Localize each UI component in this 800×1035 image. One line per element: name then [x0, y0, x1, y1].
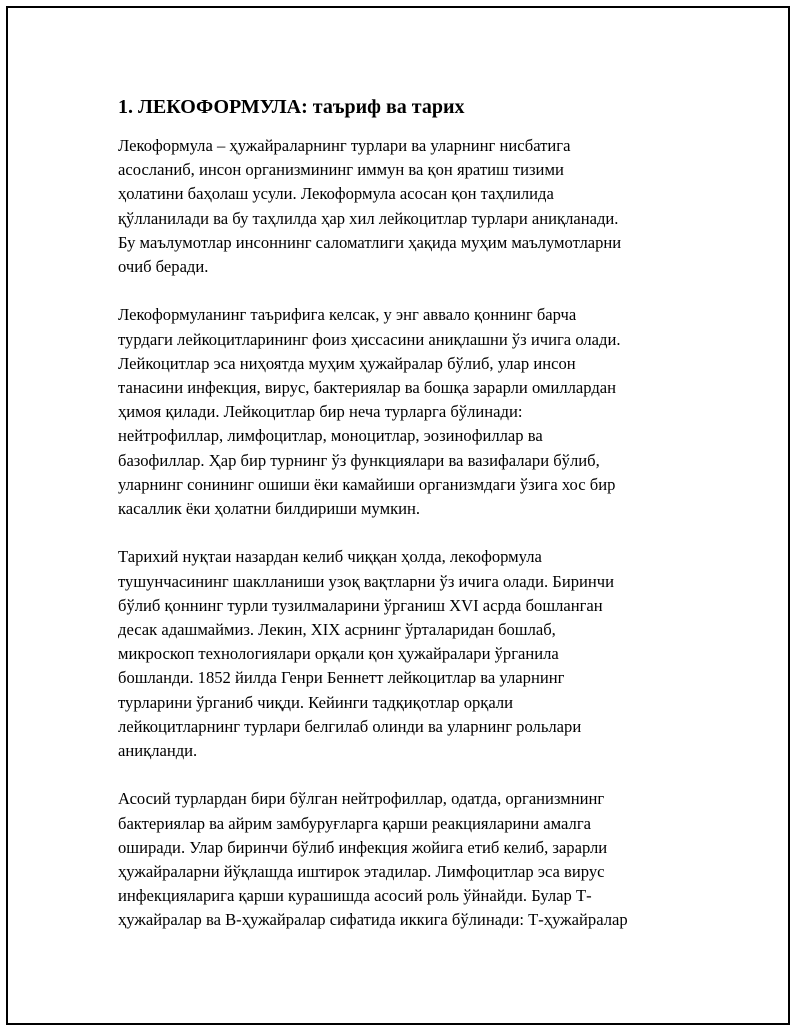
- text-line: бошланди. 1852 йилда Генри Беннетт лейкоцитлар ва уларнинг: [118, 668, 565, 688]
- text-line: ҳолатини баҳолаш усули. Лекоформула асосан қон таҳлилида: [118, 184, 554, 204]
- paragraph-definition: [118, 134, 690, 279]
- text-line: бактериялар ва айрим замбуруғларга қарши реакцияларини амалга: [118, 813, 592, 833]
- text-line: тушунчасининг шаклланиши узоқ вақтларни ўз ичига олади. Биринчи: [118, 571, 614, 591]
- text-line: очиб беради.: [118, 257, 209, 277]
- text-line: аниқланди.: [118, 741, 198, 761]
- text-line: бўлиб қоннинг турли тузилмаларини ўрганиш XVI асрда бошланган: [118, 595, 603, 615]
- text-line: Лекоформула – ҳужайраларнинг турлари ва уларнинг нисбатига: [118, 136, 571, 155]
- text-line: лейкоцитларнинг турлари белгилаб олинди ва уларнинг рольлари: [118, 716, 582, 736]
- text-line: ҳужайраларни йўқлашда иштирок этадилар. Лимфоцитлар эса вирус: [118, 862, 605, 882]
- text-line: уларнинг сонининг ошиши ёки камайиши организмдаги ўзига хос бир: [118, 474, 616, 494]
- text-line: турдаги лейкоцитларининг фоиз ҳиссасини аниқлашни ўз ичига олади.: [118, 329, 621, 349]
- text-line: ҳужайралар ва В-ҳужайралар сифатида иккига бўлинади: Т-ҳужайралар: [118, 910, 628, 930]
- text-line: Лейкоцитлар эса ниҳоятда муҳим ҳужайралар бўлиб, улар инсон: [118, 353, 576, 373]
- text-line: турларини ўрганиб чиқди. Кейинги тадқиқотлар орқали: [118, 692, 514, 712]
- text-line: инфекцияларига қарши курашишда асосий роль ўйнайди. Булар Т-: [118, 886, 592, 906]
- text-line: нейтрофиллар, лимфоцитлар, моноцитлар, эозинофиллар ва: [118, 426, 543, 446]
- text-line: ҳимоя қилади. Лейкоцитлар бир неча турларга бўлинади:: [118, 402, 523, 422]
- text-line: Тарихий нуқтаи назардан келиб чиққан ҳолда, лекоформула: [118, 547, 542, 567]
- text-line: десак адашмаймиз. Лекин, XIX асрнинг ўрталаридан бошлаб,: [118, 620, 556, 640]
- section-heading: 1. ЛЕКОФОРМУЛА: таъриф ва тарих: [118, 96, 465, 118]
- paragraph-leukocyte-types: [118, 303, 690, 521]
- text-line: Асосий турлардан бири бўлган нейтрофиллар, одатда, организмнинг: [118, 789, 605, 809]
- text-line: базофиллар. Ҳар бир турнинг ўз функциялари ва вазифалари бўлиб,: [118, 450, 600, 470]
- text-line: касаллик ёки ҳолатни билдириши мумкин.: [118, 499, 421, 519]
- text-line: оширади. Улар биринчи бўлиб инфекция жойига етиб келиб, зарарли: [118, 837, 608, 857]
- text-line: қўлланилади ва бу таҳлилда ҳар хил лейкоцитлар турлари аниқланади.: [118, 208, 619, 228]
- text-line: Лекоформуланинг таърифига келсак, у энг аввало қоннинг барча: [118, 305, 577, 325]
- text-line: микроскоп технологиялари орқали қон ҳужайралари ўрганила: [118, 644, 559, 664]
- text-line: Бу маълумотлар инсоннинг саломатлиги ҳақида муҳим маълумотларни: [118, 232, 622, 252]
- paragraph-neutrophils: [118, 787, 690, 932]
- paragraph-history: [118, 545, 690, 763]
- text-line: асосланиб, инсон организмининг иммун ва қон яратиш тизими: [118, 160, 564, 180]
- text-line: танасини инфекция, вирус, бактериялар ва бошқа зарарли омиллардан: [118, 378, 617, 398]
- document-body: [118, 94, 690, 957]
